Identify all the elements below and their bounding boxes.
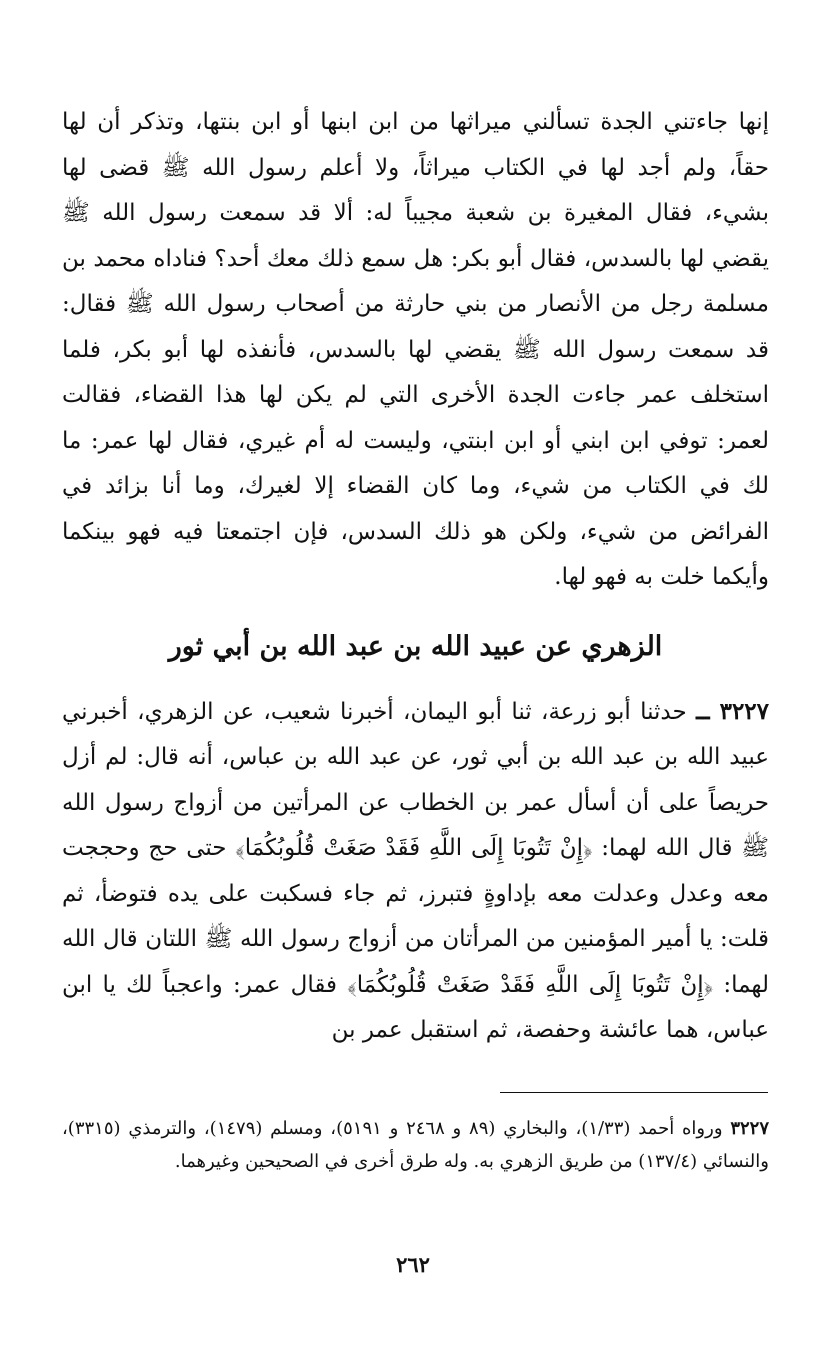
hadith-paragraph	[62, 689, 769, 1054]
footnote-text: ورواه أحمد (١/٣٣)، والبخاري (٨٩ و ٢٤٦٨ و ٥١٩١)، ومسلم (١٤٧٩)، والترمذي (٣٣١٥)، والنسائي (١٣٧/٤) من طريق الزهري به. وله طرق أخرى في الصحيحين وغيرهما.	[62, 1118, 769, 1172]
page-number: ٢٦٢	[396, 1252, 430, 1277]
page-body	[62, 100, 769, 1054]
hadith-number: ٣٢٢٧ ــ	[696, 697, 770, 725]
footnote	[62, 1112, 769, 1178]
section-heading: الزهري عن عبيد الله بن عبد الله بن أبي ثور	[168, 630, 663, 662]
paragraph-continuation: إنها جاءتني الجدة تسألني ميراثها من ابن ابنها أو ابن بنتها، وتذكر أن لها حقاً، ولم أجد لها في الكتاب ميراثاً، ولا أعلم رسول الله ﷺ قضى لها بشيء، فقال المغيرة بن شعبة مجيباً له: ألا قد سمعت رسول الله ﷺ يقضي لها بالسدس، فقال أبو بكر: هل سمع ذلك معك أحد؟ فناداه محمد بن مسلمة رجل من الأنصار من بني حارثة من أصحاب رسول الله ﷺ فقال: قد سمعت رسول الله ﷺ يقضي لها بالسدس، فأنفذه لها أبو بكر، فلما استخلف عمر جاءت الجدة الأخرى التي لم يكن لها هذا القضاء، فقالت لعمر: توفي ابن ابني أو ابن ابنتي، وليست له أم غيري، فقال لها عمر: ما لك في الكتاب من شيء، وما كان القضاء إلا لغيرك، وما أنا بزائد في الفرائض من شيء، ولكن هو ذلك السدس، فإن اجتمعتا فيه فهو بينكما وأيكما خلت به فهو لها.	[62, 109, 769, 590]
hadith-text: حدثنا أبو زرعة، ثنا أبو اليمان، أخبرنا شعيب، عن الزهري، أخبرني عبيد الله بن عبد الله بن أبي ثور، عن عبد الله بن عباس، أنه قال: لم أزل حريصاً على أن أسأل عمر بن الخطاب عن المرأتين من أزواج رسول الله ﷺ قال الله لهما: ﴿إِنْ تَتُوبَا إِلَى اللَّهِ فَقَدْ صَغَتْ قُلُوبُكُمَا﴾ حتى حج وحججت معه وعدل وعدلت معه بإداوةٍ فتبرز، ثم جاء فسكبت على يده فتوضأ، ثم قلت: يا أمير المؤمنين من المرأتان من أزواج رسول الله ﷺ اللتان قال الله لهما: ﴿إِنْ تَتُوبَا إِلَى اللَّهِ فَقَدْ صَغَتْ قُلُوبُكُمَا﴾ فقال عمر: واعجباً لك يا ابن عباس، هما عائشة وحفصة، ثم استقبل عمر بن	[62, 698, 769, 1043]
footnote-number: ٣٢٢٧	[730, 1118, 769, 1139]
footnote-divider	[500, 1092, 768, 1093]
